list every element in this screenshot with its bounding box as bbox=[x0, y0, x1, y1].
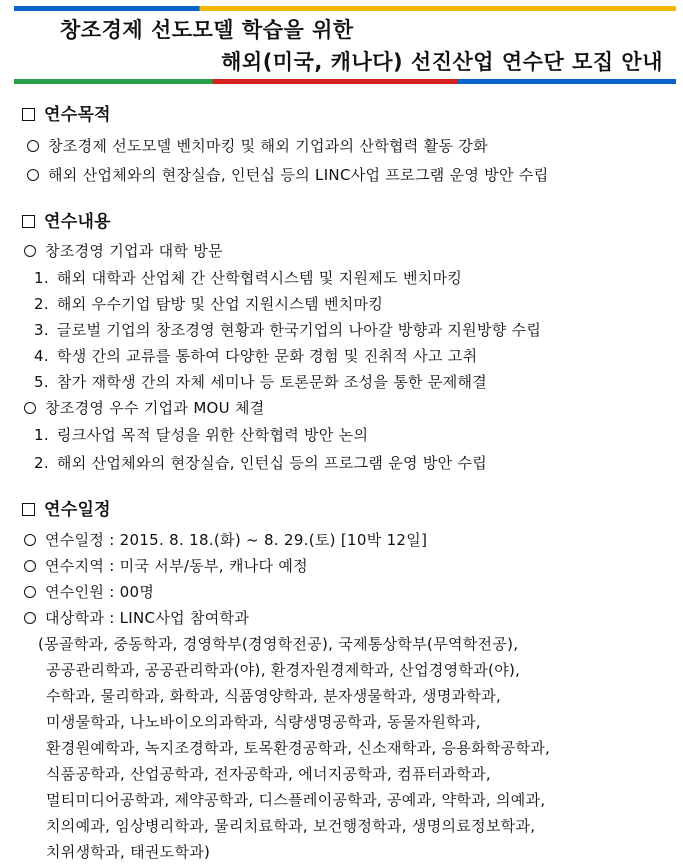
circle-bullet-icon bbox=[27, 140, 39, 152]
numbered-item bbox=[34, 268, 462, 288]
title-line-1: 창조경제 선도모델 학습을 위한 bbox=[60, 18, 354, 42]
list-item-text: 연수인원 : 00명 bbox=[45, 583, 155, 601]
numbered-item bbox=[34, 346, 477, 366]
section-content-heading bbox=[22, 212, 111, 232]
department-line: 멀티미디어공학과, 제약공학과, 디스플레이공학과, 공예과, 약학과, 의예과, bbox=[46, 791, 546, 809]
document-header bbox=[0, 0, 683, 88]
section-purpose-heading bbox=[22, 105, 111, 125]
numbered-item bbox=[34, 294, 383, 314]
department-line: 미생물학과, 나노바이오의과학과, 식량생명공학과, 동물자원학과, bbox=[46, 713, 481, 731]
square-bullet-icon bbox=[22, 215, 35, 228]
section-schedule-heading bbox=[22, 500, 111, 520]
section-heading-text: 연수내용 bbox=[44, 212, 111, 232]
circle-bullet-icon bbox=[24, 560, 36, 572]
circle-bullet-icon bbox=[24, 245, 36, 257]
list-item-text: 연수일정 : 2015. 8. 18.(화) ~ 8. 29.(토) [10박 12일] bbox=[45, 531, 428, 549]
group-title bbox=[24, 398, 265, 418]
item-number: 1. bbox=[34, 426, 49, 444]
circle-bullet-icon bbox=[24, 612, 36, 624]
square-bullet-icon bbox=[22, 503, 35, 516]
item-number: 5. bbox=[34, 373, 49, 391]
item-text: 해외 산업체와의 현장실습, 인턴십 등의 프로그램 운영 방안 수립 bbox=[56, 454, 488, 472]
department-line: 치의예과, 임상병리학과, 물리치료학과, 보건행정학과, 생명의료정보학과, bbox=[46, 817, 536, 835]
list-item-text: 창조경제 선도모델 벤치마킹 및 해외 기업과의 산학협력 활동 강화 bbox=[48, 137, 488, 155]
item-number: 2. bbox=[34, 295, 49, 313]
section-heading-text: 연수목적 bbox=[44, 105, 111, 125]
list-item bbox=[24, 582, 154, 602]
list-item bbox=[27, 136, 488, 156]
item-number: 1. bbox=[34, 269, 49, 287]
item-text: 링크사업 목적 달성을 위한 산학협력 방안 논의 bbox=[56, 426, 369, 444]
numbered-item bbox=[34, 320, 541, 340]
group-title-text: 창조경영 기업과 대학 방문 bbox=[45, 242, 223, 260]
square-bullet-icon bbox=[22, 108, 35, 121]
numbered-item bbox=[34, 453, 487, 473]
circle-bullet-icon bbox=[27, 169, 39, 181]
title-line-2: 해외(미국, 캐나다) 선진산업 연수단 모집 안내 bbox=[221, 50, 663, 74]
numbered-item bbox=[34, 372, 487, 392]
item-number: 2. bbox=[34, 454, 49, 472]
circle-bullet-icon bbox=[24, 534, 36, 546]
group-title-text: 창조경영 우수 기업과 MOU 체결 bbox=[45, 399, 265, 417]
section-heading-text: 연수일정 bbox=[44, 500, 111, 520]
item-text: 글로벌 기업의 창조경영 현황과 한국기업의 나아갈 방향과 지원방향 수립 bbox=[56, 321, 542, 339]
list-item bbox=[24, 530, 427, 550]
list-item-text: 연수지역 : 미국 서부/동부, 캐나다 예정 bbox=[45, 557, 308, 575]
circle-bullet-icon bbox=[24, 586, 36, 598]
list-item bbox=[27, 165, 548, 185]
department-line: (몽골학과, 중동학과, 경영학부(경영학전공), 국제통상학부(무역학전공), bbox=[38, 635, 519, 653]
group-title bbox=[24, 241, 223, 261]
item-number: 3. bbox=[34, 321, 49, 339]
item-text: 해외 우수기업 탐방 및 산업 지원시스템 벤치마킹 bbox=[56, 295, 384, 313]
header-color-bar-top bbox=[14, 6, 676, 11]
item-text: 해외 대학과 산업체 간 산학협력시스템 및 지원제도 벤치마킹 bbox=[56, 269, 463, 287]
list-item-text: 대상학과 : LINC사업 참여학과 bbox=[45, 609, 250, 627]
list-item bbox=[24, 608, 249, 628]
department-line: 식품공학과, 산업공학과, 전자공학과, 에너지공학과, 컴퓨터과학과, bbox=[46, 765, 491, 783]
department-line: 치위생학과, 태권도학과) bbox=[46, 843, 211, 861]
list-item-text: 해외 산업체와의 현장실습, 인턴십 등의 LINC사업 프로그램 운영 방안 수립 bbox=[48, 166, 549, 184]
item-number: 4. bbox=[34, 347, 49, 365]
list-item bbox=[24, 556, 308, 576]
circle-bullet-icon bbox=[24, 402, 36, 414]
item-text: 참가 재학생 간의 자체 세미나 등 토론문화 조성을 통한 문제해결 bbox=[56, 373, 488, 391]
department-line: 수학과, 물리학과, 화학과, 식품영양학과, 분자생물학과, 생명과학과, bbox=[46, 687, 502, 705]
department-line: 환경원예학과, 녹지조경학과, 토목환경공학과, 신소재학과, 응용화학공학과, bbox=[46, 739, 551, 757]
numbered-item bbox=[34, 425, 368, 445]
header-color-bar-bottom bbox=[14, 79, 676, 84]
item-text: 학생 간의 교류를 통하여 다양한 문화 경험 및 진취적 사고 고취 bbox=[56, 347, 478, 365]
department-line: 공공관리학과, 공공관리학과(야), 환경자원경제학과, 산업경영학과(야), bbox=[46, 661, 521, 679]
